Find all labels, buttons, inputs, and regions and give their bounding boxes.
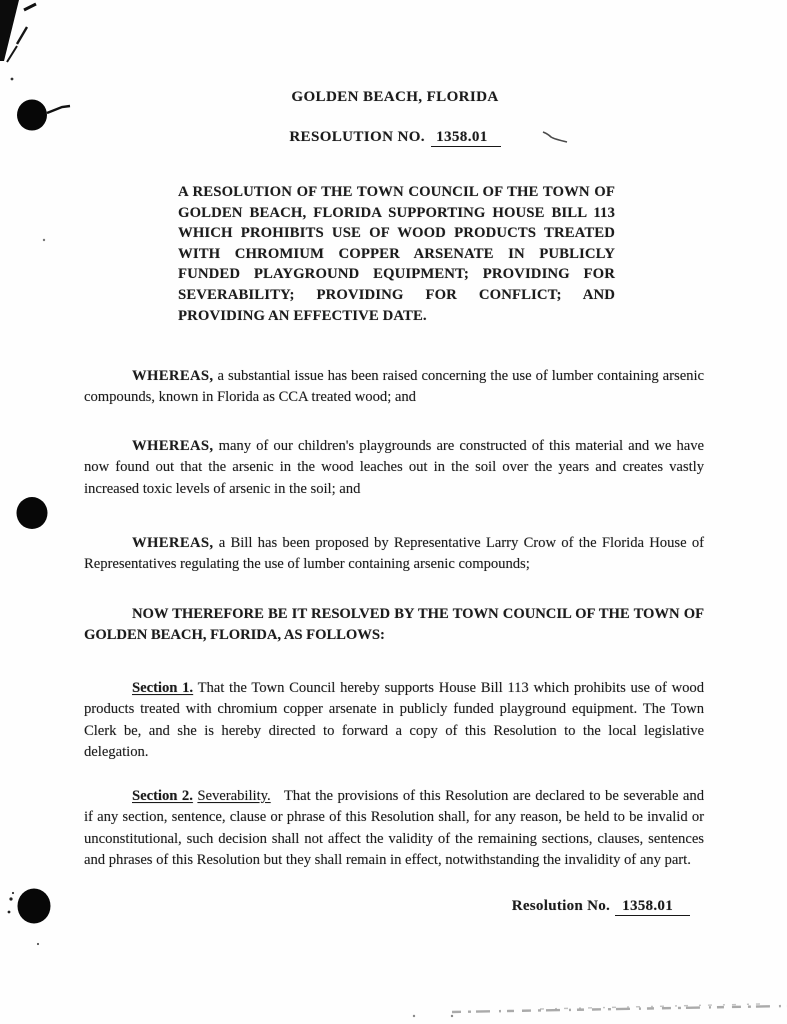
hole-punch-mark-middle: [17, 497, 48, 529]
bottom-edge-noise: [452, 1006, 787, 1012]
pen-dash-artifact: [47, 106, 70, 113]
footer-resolution-label: Resolution No.: [511, 898, 611, 914]
section-1: [84, 678, 704, 763]
pen-stroke-artifact: [17, 27, 27, 44]
section-1-label: Section 1.: [132, 680, 194, 696]
ink-speck: [413, 1015, 415, 1017]
whereas-text: many of our children's playgrounds are constructed of this material and we have now found out that the arsenic in the wood leaches out in the soil over the years and creates vastly increased toxic levels of arsenic in the soil; and: [84, 438, 705, 497]
whereas-text: a substantial issue has been raised concerning the use of lumber containing arsenic compounds, known in Florida as CCA treated wood; and: [84, 368, 705, 406]
whereas-lead: WHEREAS,: [132, 438, 214, 454]
ink-speck: [11, 78, 14, 81]
section-1-text: That the Town Council hereby supports House Bill 113 which prohibits use of wood products treated with chromium copper arsenate in publicly funded playground equipment. The Town Clerk be, and she is hereby directed to forward a copy of this Resolution to the local legislative delegation.: [84, 680, 705, 760]
ink-speck: [9, 897, 12, 900]
ink-speck: [12, 892, 14, 894]
pen-stroke-artifact: [24, 4, 36, 10]
whereas-clause-2: [84, 436, 704, 500]
ink-speck: [8, 911, 11, 914]
resolved-clause: NOW THEREFORE BE IT RESOLVED BY THE TOWN COUNCIL OF THE TOWN OF GOLDEN BEACH, FLORIDA, AS FOLLOWS:: [84, 606, 704, 644]
section-2: [84, 786, 704, 871]
hole-punch-mark-bottom: [18, 889, 51, 924]
footer-resolution-number: [512, 898, 690, 915]
whereas-clause-3: [84, 533, 704, 576]
document-location-title: GOLDEN BEACH, FLORIDA: [291, 89, 499, 105]
whereas-lead: WHEREAS,: [132, 368, 214, 384]
ink-speck: [451, 1015, 453, 1017]
section-2-subtitle: Severability.: [197, 788, 271, 804]
resolution-number-label: RESOLUTION NO.: [289, 129, 425, 145]
resolution-number-value: 1358.01: [431, 129, 501, 147]
section-2-text: That the provisions of this Resolution are declared to be severable and if any section, sentence, clause or phrase of this Resolution shall, for any reason, be held to be invalid or unconstitutional, such decision shall not affect the validity of the remaining sections, clauses, sentences and phrases of this Resolution but they shall remain in effect, notwithstanding the invalidity of any part.: [84, 788, 705, 868]
whereas-clause-1: [84, 366, 704, 409]
ink-speck: [37, 943, 39, 945]
section-2-label: Section 2.: [132, 788, 193, 804]
footer-resolution-value: 1358.01: [615, 898, 690, 916]
bottom-edge-noise: [540, 1004, 760, 1009]
hole-punch-mark-top: [17, 100, 47, 131]
ink-speck: [43, 239, 45, 241]
resolution-preamble: A RESOLUTION OF THE TOWN COUNCIL OF THE TOWN OF GOLDEN BEACH, FLORIDA SUPPORTING HOUSE BILL 113 WHICH PROHIBITS USE OF WOOD PRODUCTS TREATED WITH CHROMIUM COPPER ARSENATE IN PUBLICLY FUNDED PLAYGROUND EQUIPMENT; PROVIDING FOR SEVERABILITY; PROVIDING FOR CONFLICT; AND PROVIDING AN EFFECTIVE DATE.: [178, 184, 615, 324]
whereas-text: a Bill has been proposed by Representative Larry Crow of the Florida House of Representatives regulating the use of lumber containing arsenic compounds;: [84, 535, 704, 573]
corner-wedge-artifact: [0, 0, 19, 61]
whereas-lead: WHEREAS,: [132, 535, 214, 551]
resolution-number-heading: [90, 129, 700, 146]
pen-stroke-artifact: [7, 46, 17, 62]
